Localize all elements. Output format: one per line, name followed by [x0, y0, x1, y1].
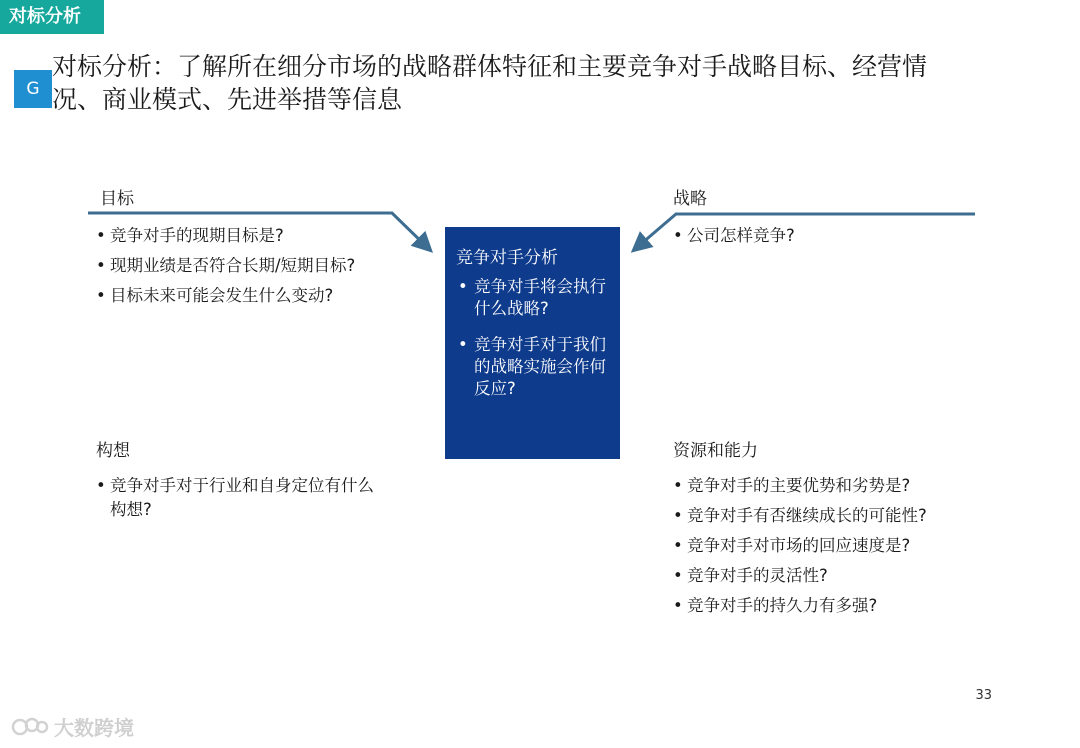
resources-title: 资源和能力 [673, 441, 758, 461]
watermark-text: 大数跨境 [54, 716, 134, 740]
resources-item: • 竞争对手有否继续成长的可能性? [673, 504, 993, 528]
concept-item: • 竞争对手对于行业和自身定位有什么构想? [96, 474, 386, 522]
goals-title: 目标 [100, 189, 134, 209]
concept-title: 构想 [96, 441, 130, 461]
section-tag: 对标分析 [0, 0, 104, 34]
g-badge: G [14, 70, 52, 108]
strategy-item: • 公司怎样竞争? [673, 224, 973, 248]
competitor-analysis-title: 竞争对手分析 [456, 248, 558, 268]
goals-item: • 目标未来可能会发生什么变动? [96, 284, 381, 308]
competitor-analysis-box [445, 227, 620, 459]
concept-list [96, 474, 386, 528]
page-title-line-2: 况、商业模式、先进举措等信息 [52, 85, 403, 114]
resources-item: • 竞争对手的主要优势和劣势是? [673, 474, 993, 498]
watermark [10, 712, 134, 741]
strategy-list [673, 224, 973, 254]
watermark-logo-icon [10, 715, 50, 739]
goals-list [96, 224, 381, 314]
goals-item: • 竞争对手的现期目标是? [96, 224, 381, 248]
competitor-analysis-item: • 竞争对手将会执行什么战略? [456, 276, 610, 320]
page-number: 33 [975, 688, 992, 703]
goals-item: • 现期业绩是否符合长期/短期目标? [96, 254, 381, 278]
competitor-analysis-list [456, 276, 610, 400]
resources-list [673, 474, 993, 624]
strategy-title: 战略 [673, 189, 707, 209]
resources-item: • 竞争对手的灵活性? [673, 564, 993, 588]
resources-item: • 竞争对手的持久力有多强? [673, 594, 993, 618]
page-title-line-1: 对标分析：了解所在细分市场的战略群体特征和主要竞争对手战略目标、经营情 [52, 52, 928, 81]
competitor-analysis-item: • 竞争对手对于我们的战略实施会作何反应? [456, 334, 610, 400]
resources-item: • 竞争对手对市场的回应速度是? [673, 534, 993, 558]
